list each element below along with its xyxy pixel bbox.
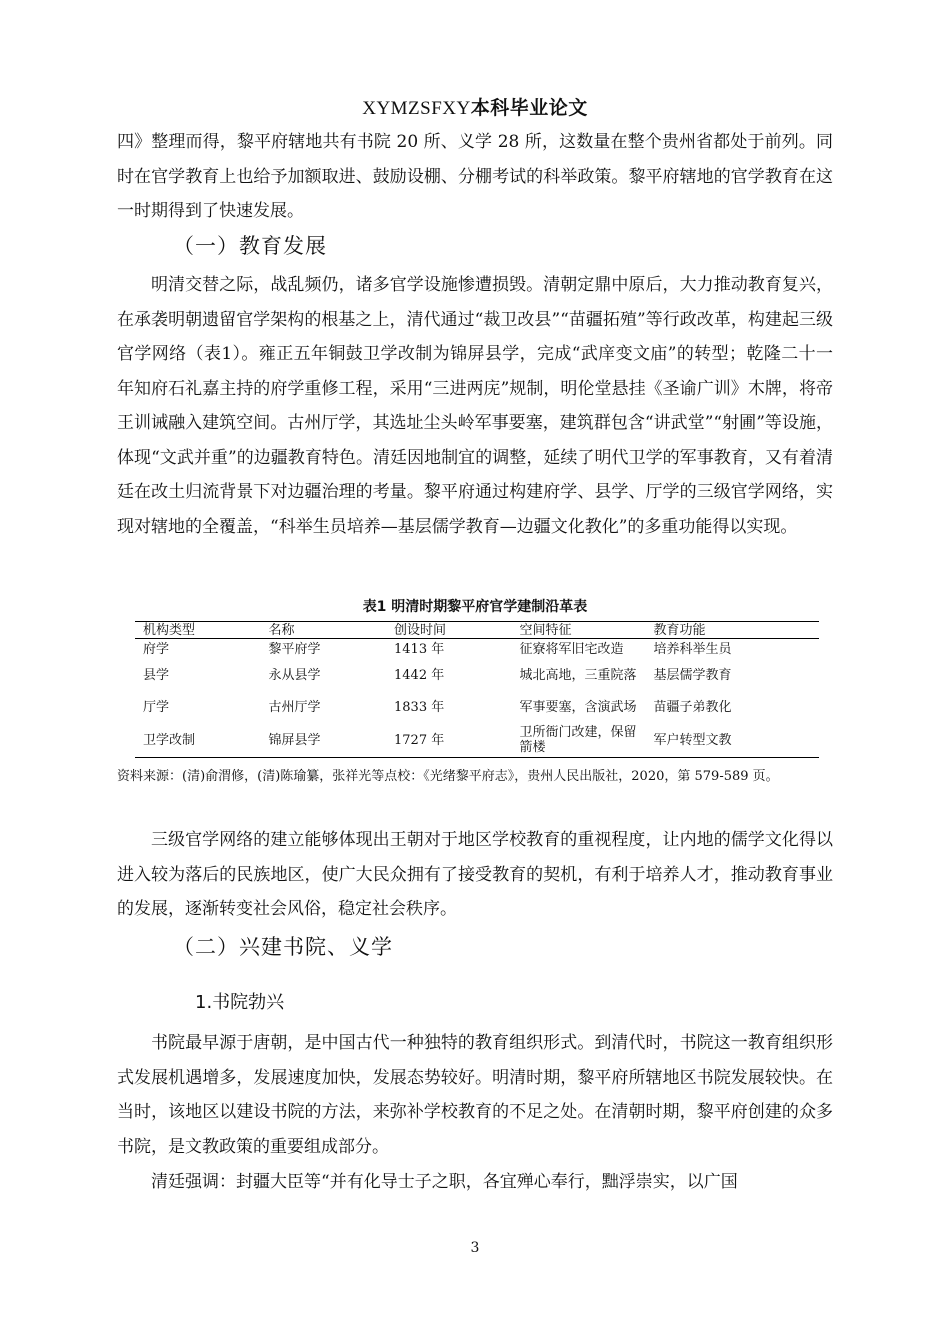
paragraph-qing-emphasis: 清廷强调：封疆大臣等“并有化导士子之职，各宜殚心奉行，黜浮崇实，以广国: [151, 1172, 738, 1192]
table-cell: 厅学: [143, 699, 170, 715]
official-school-table: [135, 621, 819, 758]
table-row: [135, 691, 819, 723]
header-code: XYMZSFXY: [362, 98, 471, 119]
table-cell: 军户转型文教: [646, 723, 820, 758]
page-number: 3: [470, 1240, 480, 1256]
table-caption: 表1 明清时期黎平府官学建制沿革表: [362, 599, 588, 615]
header-title: 本科毕业论文: [470, 97, 588, 119]
table-cell: 1413 年: [394, 641, 445, 657]
table-cell: 永从县学: [268, 667, 321, 683]
table-header-cell: 机构类型: [135, 622, 261, 639]
section-heading-academies: （二）兴建书院、义学: [173, 935, 393, 959]
table-cell: 1727 年: [386, 723, 512, 758]
section-heading-education: （一）教育发展: [173, 234, 327, 258]
table-row: [135, 639, 819, 660]
table-row: [135, 723, 819, 758]
table-cell: 培养科举生员: [653, 641, 732, 657]
paragraph-education-development: 明清交替之际，战乱频仍，诸多官学设施惨遭损毁。清朝定鼎中原后，大力推动教育复兴，在承袭明朝遗留官学架构的根基之上，清代通过“裁卫改县”“苗疆拓殖”等行政改革，构建起三级官学网络（表1）。雍正五年铜鼓卫学改制为锦屏县学，完成“武庠变文庙”的转型；乾隆二十一年知府石礼嘉主持的府学重修工程，采用“三进两庑”规制，明伦堂悬挂《圣谕广训》木牌，将帝王训诫融入建筑空间。古州厅学，其选址尘头岭军事要塞，建筑群包含“讲武堂”“射圃”等设施，体现“文武并重”的边疆教育特色。清廷因地制宜的调整，延续了明代卫学的军事教育，又有着清廷在改土归流背景下对边疆治理的考量。黎平府通过构建府学、县学、厅学的三级官学网络，实现对辖地的全覆盖，“科举生员培养—基层儒学教育—边疆文化教化”的多重功能得以实现。: [117, 275, 833, 537]
table-cell: 城北高地，三重院落: [519, 667, 637, 683]
table-source-note: 资料来源：(清)俞渭修，(清)陈瑜纂，张祥光等点校：《光绪黎平府志》，贵州人民出版社，2020，第 579-589 页。: [117, 769, 779, 784]
paragraph-continued: 四》整理而得，黎平府辖地共有书院 20 所、义学 28 所，这数量在整个贵州省都处于前列。同时在官学教育上也给予加额取进、鼓励设棚、分棚考试的科举政策。黎平府辖地的官学教育在这一时期得到了快速发展。: [117, 132, 833, 221]
table-row: [135, 659, 819, 691]
table-cell: 卫学改制: [135, 723, 261, 758]
table-header-cell: 创设时间: [386, 622, 512, 639]
table-cell: 1442 年: [394, 667, 445, 683]
page-header: [0, 93, 950, 120]
table-header-cell: 教育功能: [646, 622, 820, 639]
table-header-cell: 名称: [261, 622, 387, 639]
table-cell: 苗疆子弟教化: [653, 699, 732, 715]
table-cell: 基层儒学教育: [653, 667, 732, 683]
paragraph-three-level-network: 三级官学网络的建立能够体现出王朝对于地区学校教育的重视程度，让内地的儒学文化得以进入较为落后的民族地区，使广大民众拥有了接受教育的契机，有利于培养人才，推动教育事业的发展，逐渐转变社会风俗，稳定社会秩序。: [117, 830, 833, 919]
table-cell: 卫所衙门改建，保留箭楼: [512, 723, 646, 758]
table-cell: 征寮将军旧宅改造: [519, 641, 624, 657]
table-header-cell: 空间特征: [512, 622, 646, 639]
table-cell: 1833 年: [394, 699, 445, 715]
table-cell: 古州厅学: [268, 699, 321, 715]
table-header-row: [135, 622, 819, 639]
table-cell: 黎平府学: [268, 641, 321, 657]
paragraph-academy-origin: 书院最早源于唐朝，是中国古代一种独特的教育组织形式。到清代时，书院这一教育组织形式发展机遇增多，发展速度加快，发展态势较好。明清时期，黎平府所辖地区书院发展较快。在当时，该地区以建设书院的方法，来弥补学校教育的不足之处。在清朝时期，黎平府创建的众多书院，是文教政策的重要组成部分。: [117, 1033, 833, 1157]
table-cell: 府学: [143, 641, 170, 657]
subsection-heading-academy-rise: 1.书院勃兴: [195, 992, 285, 1013]
table-cell: 锦屏县学: [261, 723, 387, 758]
table-cell: 县学: [143, 667, 170, 683]
table-cell: 军事要塞，含演武场: [519, 699, 637, 715]
